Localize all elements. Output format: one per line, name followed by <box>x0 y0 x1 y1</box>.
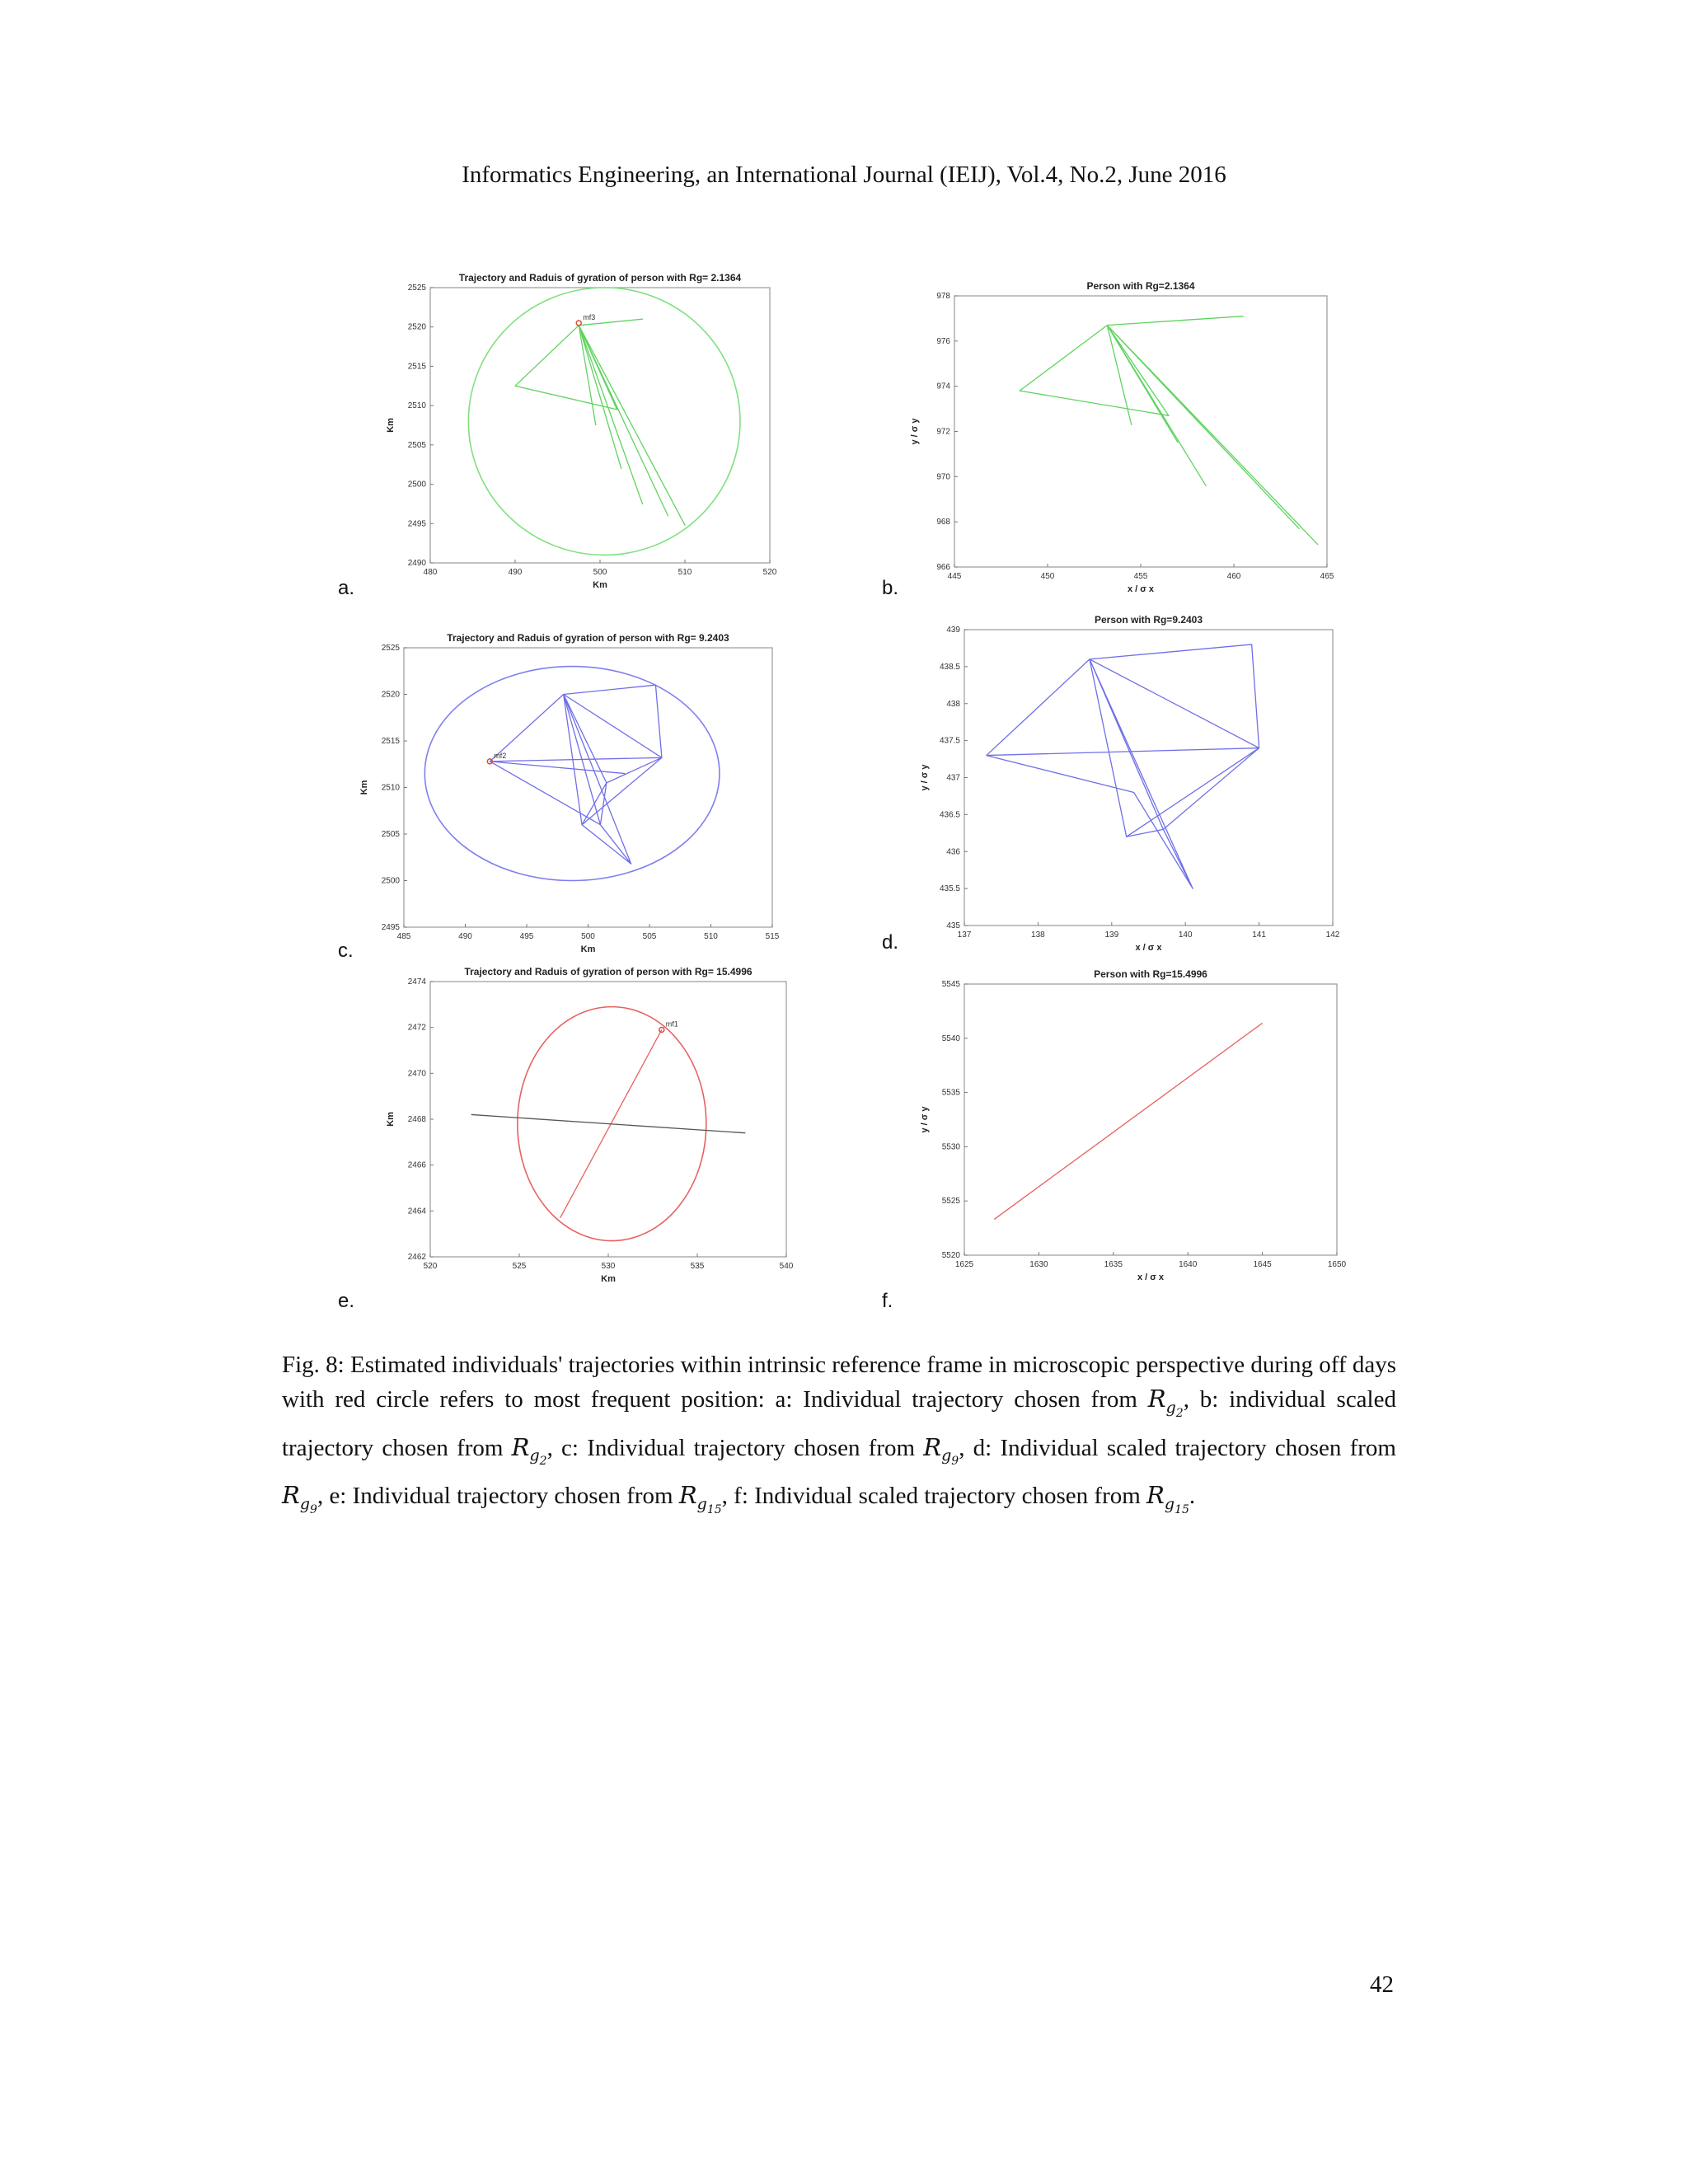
caption-text: , d: Individual scaled trajectory chosen from <box>959 1434 1396 1461</box>
caption-text: . <box>1189 1483 1196 1510</box>
trajectory-chart <box>381 266 776 596</box>
y-axis-label: Km <box>386 418 396 433</box>
y-axis-label: y / σ y <box>920 764 930 791</box>
panel-label-f: f. <box>882 1290 893 1312</box>
y-tick-label: 436.5 <box>939 810 960 820</box>
y-tick-label: 2474 <box>407 977 426 987</box>
page-number: 42 <box>1370 1971 1394 1998</box>
x-axis-label: Km <box>580 944 596 954</box>
rg-letter: R <box>923 1432 942 1461</box>
chart-title: Person with Rg=9.2403 <box>1094 614 1203 626</box>
chart-title: Trajectory and Raduis of gyration of person with Rg= 2.1364 <box>458 272 742 284</box>
y-tick-label: 2505 <box>407 440 426 450</box>
x-tick-label: 525 <box>512 1262 527 1271</box>
trajectory-chart <box>905 274 1334 600</box>
annotation-label: mf1 <box>665 1019 678 1029</box>
x-axis-label: x / σ x <box>1135 943 1162 953</box>
rg-g: g <box>299 1494 311 1513</box>
plot-area <box>964 630 1333 926</box>
y-tick-label: 437 <box>946 773 960 783</box>
x-tick-label: 490 <box>458 932 472 941</box>
y-tick-label: 2470 <box>407 1069 426 1079</box>
panel-label-a: a. <box>338 577 355 599</box>
y-tick-label: 5525 <box>941 1197 960 1207</box>
x-tick-label: 505 <box>642 932 657 941</box>
y-axis-label: Km <box>386 1112 396 1127</box>
x-tick-label: 140 <box>1178 930 1193 940</box>
figure-panel-e <box>381 960 793 1290</box>
y-tick-label: 5530 <box>941 1142 960 1152</box>
rg-symbol <box>678 1481 722 1516</box>
rg-letter: R <box>282 1481 300 1510</box>
y-tick-label: 2510 <box>407 401 426 411</box>
caption-text: Fig. 8: Estimated individuals' trajectories within intrinsic reference frame in microscopic perspective during off days with red circle refers to most frequent position: a: Individual trajectory chosen from <box>282 1352 1396 1413</box>
y-tick-label: 2466 <box>407 1160 426 1170</box>
trajectory-chart <box>915 963 1347 1288</box>
figure-panel-a <box>381 266 776 596</box>
x-tick-label: 450 <box>1040 572 1055 581</box>
y-tick-label: 2462 <box>407 1253 426 1262</box>
figure-panel-c <box>354 626 779 960</box>
y-tick-label: 438.5 <box>939 662 960 672</box>
y-tick-label: 2495 <box>381 923 400 932</box>
x-tick-label: 510 <box>678 568 692 577</box>
rg-symbol <box>511 1432 547 1469</box>
y-tick-label: 2464 <box>407 1207 426 1216</box>
y-tick-label: 978 <box>936 292 950 301</box>
rg-g: g <box>1165 1398 1176 1417</box>
plot-area <box>964 984 1337 1255</box>
x-tick-label: 1635 <box>1104 1260 1123 1269</box>
x-axis-label: x / σ x <box>1128 584 1154 594</box>
y-tick-label: 966 <box>936 563 950 572</box>
y-tick-label: 2500 <box>407 480 426 490</box>
x-tick-label: 540 <box>779 1262 794 1271</box>
panel-label-e: e. <box>338 1290 355 1312</box>
x-tick-label: 485 <box>396 932 411 941</box>
y-tick-label: 2472 <box>407 1023 426 1033</box>
y-tick-label: 2520 <box>381 690 400 700</box>
x-tick-label: 142 <box>1325 930 1340 940</box>
chart-title: Trajectory and Raduis of gyration of person with Rg= 9.2403 <box>447 632 729 644</box>
rg-letter: R <box>678 1481 697 1510</box>
y-tick-label: 968 <box>936 518 950 527</box>
x-tick-label: 465 <box>1320 572 1334 581</box>
x-tick-label: 455 <box>1133 572 1148 581</box>
x-tick-label: 141 <box>1252 930 1266 940</box>
y-axis-label: y / σ y <box>910 418 920 445</box>
x-tick-label: 490 <box>508 568 523 577</box>
panel-label-d: d. <box>882 931 899 954</box>
x-tick-label: 460 <box>1226 572 1241 581</box>
y-tick-label: 436 <box>946 847 960 857</box>
y-tick-label: 974 <box>936 382 950 391</box>
y-tick-label: 438 <box>946 699 960 709</box>
y-tick-label: 976 <box>936 336 950 346</box>
trajectory-chart <box>381 960 793 1290</box>
chart-title: Person with Rg=2.1364 <box>1086 280 1195 292</box>
plot-area <box>404 648 772 927</box>
rg-subscript: 9 <box>951 1455 959 1469</box>
rg-subscript: 15 <box>1175 1502 1189 1516</box>
rg-g: g <box>1164 1494 1175 1513</box>
y-tick-label: 439 <box>946 626 960 635</box>
rg-letter: R <box>1147 1385 1166 1413</box>
x-tick-label: 535 <box>690 1262 705 1271</box>
rg-g: g <box>696 1494 707 1513</box>
y-tick-label: 5545 <box>941 980 960 989</box>
rg-symbol <box>282 1481 317 1516</box>
x-tick-label: 137 <box>957 930 972 940</box>
x-tick-label: 500 <box>581 932 595 941</box>
trajectory-chart <box>354 626 779 960</box>
x-tick-label: 1630 <box>1029 1260 1048 1269</box>
rg-subscript: 2 <box>1175 1406 1184 1420</box>
y-tick-label: 2515 <box>407 362 426 372</box>
y-tick-label: 2520 <box>407 322 426 332</box>
rg-subscript: 15 <box>706 1502 722 1516</box>
x-axis-label: x / σ x <box>1137 1272 1164 1282</box>
rg-letter: R <box>1146 1481 1165 1510</box>
annotation-label: mf2 <box>494 751 507 760</box>
y-tick-label: 2500 <box>381 876 400 886</box>
x-tick-label: 138 <box>1031 930 1045 940</box>
figure-panel-f <box>915 963 1347 1288</box>
x-tick-label: 1645 <box>1253 1260 1272 1269</box>
x-tick-label: 445 <box>947 572 962 581</box>
y-tick-label: 2515 <box>381 737 400 746</box>
plot-area <box>954 296 1327 567</box>
y-tick-label: 2495 <box>407 519 426 529</box>
x-tick-label: 480 <box>423 568 438 577</box>
y-tick-label: 5520 <box>941 1251 960 1260</box>
y-tick-label: 435.5 <box>939 884 960 894</box>
y-tick-label: 2468 <box>407 1115 426 1124</box>
x-axis-label: Km <box>593 580 607 590</box>
y-tick-label: 972 <box>936 427 950 437</box>
caption-text: , e: Individual trajectory chosen from <box>316 1483 679 1510</box>
figure-panel-d <box>915 608 1339 958</box>
y-tick-label: 2525 <box>407 284 426 293</box>
y-tick-label: 435 <box>946 921 960 930</box>
y-tick-label: 2510 <box>381 783 400 793</box>
rg-symbol <box>1147 1385 1184 1420</box>
rg-symbol <box>923 1432 959 1469</box>
x-tick-label: 530 <box>601 1262 616 1271</box>
caption-text: , b: individual scaled trajectory chosen from <box>282 1386 1396 1461</box>
rg-subscript: 9 <box>310 1502 317 1516</box>
rg-letter: R <box>511 1432 530 1461</box>
x-tick-label: 500 <box>593 568 607 577</box>
panel-label-b: b. <box>882 577 899 599</box>
x-tick-label: 520 <box>762 568 777 577</box>
rg-g: g <box>529 1446 540 1465</box>
y-tick-label: 5540 <box>941 1033 960 1043</box>
rg-g: g <box>941 1446 952 1465</box>
chart-title: Trajectory and Raduis of gyration of person with Rg= 15.4996 <box>464 966 753 977</box>
x-tick-label: 1650 <box>1327 1260 1347 1269</box>
plot-area <box>430 288 770 563</box>
running-header: Informatics Engineering, an International Journal (IEIJ), Vol.4, No.2, June 2016 <box>462 162 1226 188</box>
figure-panel-b <box>905 274 1334 600</box>
y-tick-label: 5535 <box>941 1088 960 1098</box>
figure-caption <box>282 1348 1396 1527</box>
y-tick-label: 970 <box>936 472 950 482</box>
x-tick-label: 520 <box>423 1262 438 1271</box>
caption-text: , f: Individual scaled trajectory chosen from <box>721 1483 1147 1510</box>
x-tick-label: 139 <box>1104 930 1119 940</box>
x-tick-label: 1625 <box>954 1260 974 1269</box>
y-tick-label: 2490 <box>407 559 426 568</box>
y-tick-label: 437.5 <box>939 736 960 746</box>
trajectory-chart <box>915 608 1339 958</box>
plot-area <box>430 982 786 1257</box>
x-axis-label: Km <box>601 1274 616 1284</box>
y-axis-label: Km <box>359 780 369 795</box>
caption-text: , c: Individual trajectory chosen from <box>546 1434 924 1461</box>
annotation-label: mf3 <box>583 312 596 321</box>
y-tick-label: 2505 <box>381 830 400 839</box>
x-tick-label: 1640 <box>1179 1260 1198 1269</box>
chart-title: Person with Rg=15.4996 <box>1094 968 1207 980</box>
x-tick-label: 495 <box>519 932 534 941</box>
x-tick-label: 515 <box>765 932 780 941</box>
rg-symbol <box>1146 1481 1189 1516</box>
panel-label-c: c. <box>338 940 354 962</box>
x-tick-label: 510 <box>704 932 718 941</box>
y-axis-label: y / σ y <box>920 1106 930 1133</box>
y-tick-label: 2525 <box>381 644 400 653</box>
rg-subscript: 2 <box>539 1455 547 1469</box>
